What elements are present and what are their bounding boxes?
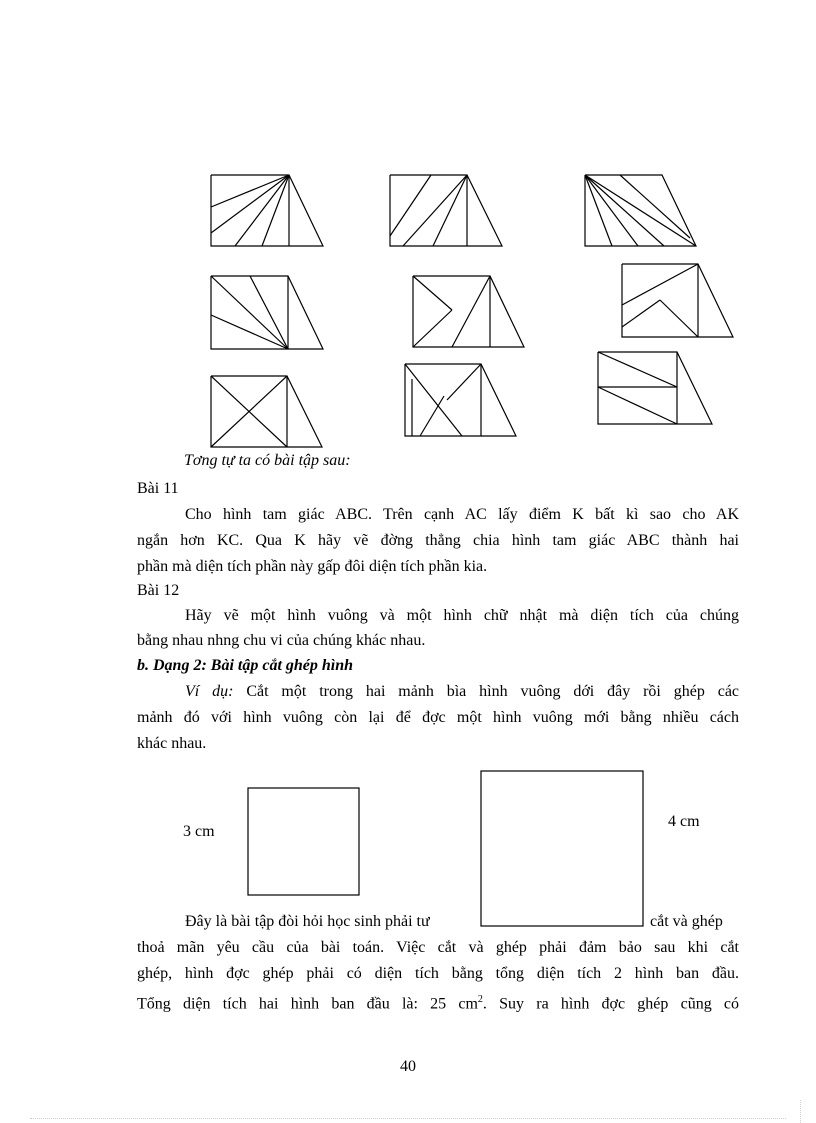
section-heading: b. Dạng 2: Bài tập cắt ghép hình [137,657,354,674]
figure-trapezoid-1 [211,175,323,246]
caption: Tơng tự ta có bài tập sau: [184,452,351,469]
bai11-line-3: phần mà diện tích phần này gấp đôi diện tích phần kia. [137,558,488,575]
figure-trapezoid-7 [211,376,322,447]
page-number: 40 [400,1058,416,1075]
example-line-2: mảnh đó với hình vuông còn lại để đợc một hình vuông mới bằng nhiều cách [137,709,739,726]
bai11-line-2: ngắn hơn KC. Qua K hãy vẽ đờng thẳng chia hình tam giác ABC thành hai [137,532,739,549]
square-3cm [248,788,359,895]
figure-trapezoid-4 [211,276,323,349]
square-large-label: 4 cm [668,813,700,830]
example-line-1-rest: Cắt một trong hai mảnh bìa hình vuông dới đây rồi ghép các [246,683,740,700]
para-line-2: thoả mãn yêu cầu của bài toán. Việc cắt và ghép phải đảm bảo sau khi cắt [137,939,739,956]
square-small-label: 3 cm [183,823,215,840]
bai12-line-2: bằng nhau nhng chu vi của chúng khác nhau. [137,632,426,649]
para-line-3: ghép, hình đợc ghép phải có diện tích bằng tổng diện tích 2 hình ban đầu. [137,965,739,982]
example-line-1 [137,679,739,705]
para-line-1-right: cắt và ghép [650,913,723,930]
example-line-3: khác nhau. [137,735,207,752]
bai11-title: Bài 11 [137,480,179,497]
figure-trapezoid-8 [405,364,516,436]
page-border-right [800,1100,801,1123]
para-line-1-left: Đây là bài tập đòi hỏi học sinh phải tư [185,913,430,930]
page-border-bottom [30,1118,786,1119]
figure-trapezoid-5 [413,276,524,347]
figure-trapezoid-9 [598,352,712,424]
figure-trapezoid-6 [622,264,733,337]
example-label: Ví dụ: [185,683,234,700]
figure-trapezoid-3 [585,175,696,246]
figure-trapezoid-2 [390,175,502,246]
bai11-line-1: Cho hình tam giác ABC. Trên cạnh AC lấy điểm K bất kì sao cho AK [185,506,739,523]
bai12-line-1: Hãy vẽ một hình vuông và một hình chữ nhật mà diện tích của chúng [185,607,739,624]
para-line-4: Tổng diện tích hai hình ban đầu là: 25 $cm^2$. Suy ra hình đợc ghép cũng có [137,994,740,1013]
bai12-title: Bài 12 [137,582,180,599]
